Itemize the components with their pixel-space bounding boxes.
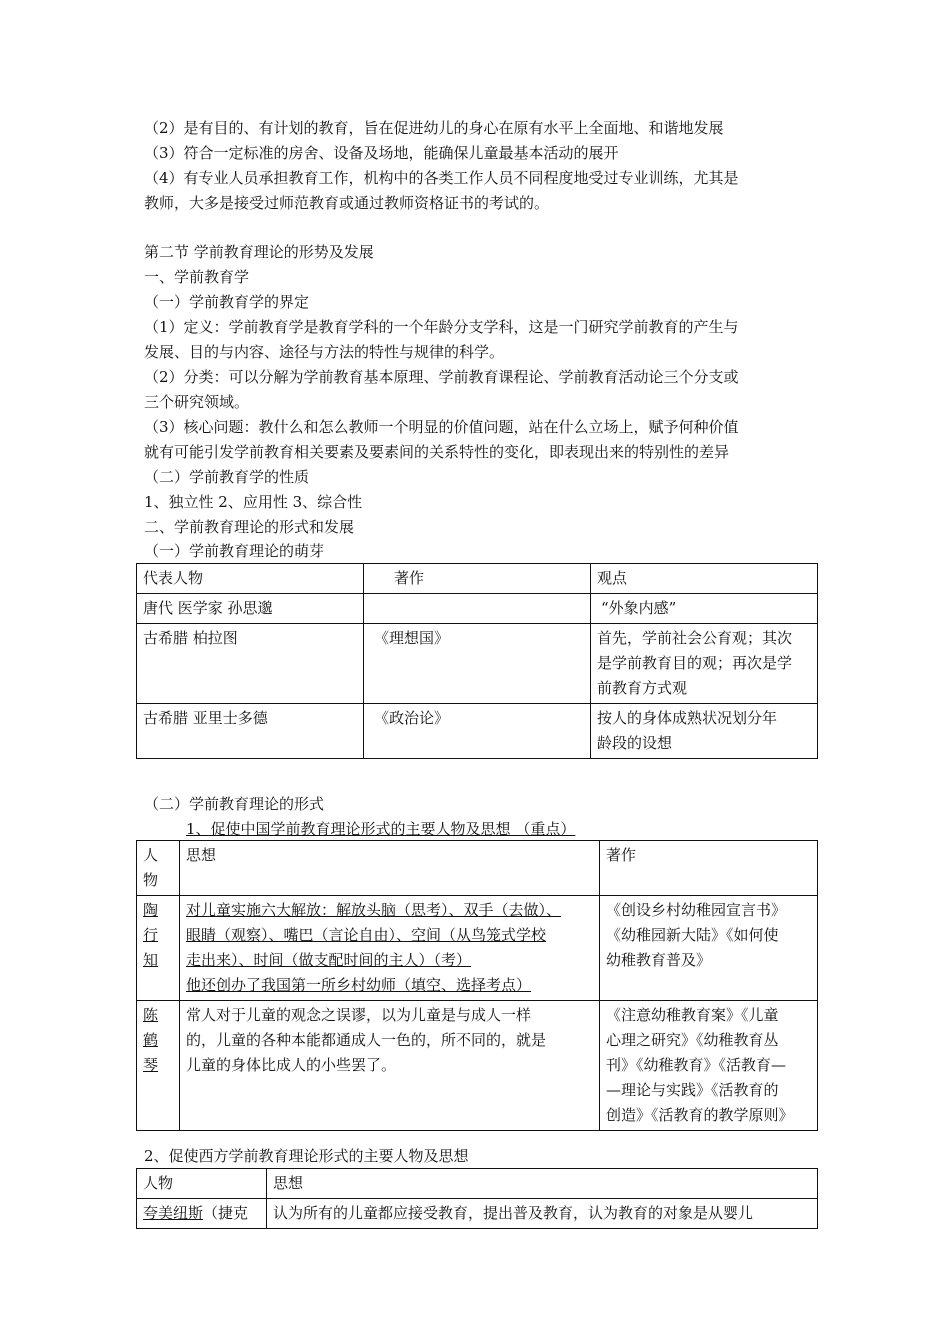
table-row [137, 704, 818, 759]
heading-level2: （二）学前教育理论的形式 [144, 795, 325, 813]
origin-table [136, 563, 818, 759]
table-header-row [137, 564, 818, 594]
work-cell: 《政治论》 [364, 704, 591, 759]
paragraph-line: （2）是有目的、有计划的教育，旨在促进幼儿的身心在原有水平上全面地、和谐地发展 [144, 119, 724, 137]
person-cell: 古希腊 亚里士多德 [137, 704, 364, 759]
table-header-row [137, 1169, 818, 1199]
classification-line: 三个研究领域。 [144, 393, 250, 411]
nature-list: 1、独立性 2、应用性 3、综合性 [144, 493, 363, 511]
heading-level1: 二、学前教育理论的形式和发展 [144, 518, 355, 536]
idea-cell: 对儿童实施六大解放：解放头脑（思考）、双手（去做）、 眼睛（观察）、嘴巴（言论自由）、空间（从鸟笼式学校 走出来）、时间（做支配时间的主人）（考） 他还创办了我国第一所乡村幼师（填空、选择考点） [180, 896, 600, 1001]
definition-line: （1）定义：学前教育学是教育学科的一个年龄分支学科，这是一门研究学前教育的产生与 [144, 318, 739, 336]
classification-line: （2）分类：可以分解为学前教育基本原理、学前教育课程论、学前教育活动论三个分支或 [144, 368, 739, 386]
heading-level1: 一、学前教育学 [144, 268, 250, 286]
table-row [137, 1199, 818, 1229]
table-title: 1、促使中国学前教育理论形式的主要人物及思想 （重点） [186, 820, 576, 838]
view-cell: 按人的身体成熟状况划分年 龄段的设想 [591, 704, 818, 759]
table-row [137, 594, 818, 624]
works-cell: 《创设乡村幼稚园宣言书》 《幼稚园新大陆》《如何使 幼稚教育普及》 [600, 896, 818, 1001]
heading-level2: （一）学前教育理论的萌芽 [144, 542, 325, 560]
core-question-line: 就有可能引发学前教育相关要素及要素间的关系特性的变化，即表现出来的特别性的差异 [144, 443, 730, 461]
table-row [137, 624, 818, 704]
header-cell: 著作 [600, 841, 818, 896]
table-title: 2、促使西方学前教育理论形式的主要人物及思想 [144, 1147, 469, 1165]
view-cell: “外象内感” [591, 594, 818, 624]
heading-level2: （二）学前教育学的性质 [144, 468, 310, 486]
work-cell: 《理想国》 [364, 624, 591, 704]
paragraph-line: （4）有专业人员承担教育工作，机构中的各类工作人员不同程度地受过专业训练，尤其是 [144, 169, 739, 187]
person-note: （捷克 [203, 1204, 249, 1222]
table-row [137, 1001, 818, 1131]
person-name-link[interactable]: 夸美纽斯 [143, 1204, 204, 1222]
header-cell: 思想 [267, 1169, 818, 1199]
header-cell: 著作 [364, 564, 591, 594]
works-cell: 《注意幼稚教育案》《儿童 心理之研究》《幼稚教育丛 刊》《幼稚教育》《活教育— —理论与实践》《活教育的 创造》《活教育的教学原则》 [600, 1001, 818, 1131]
idea-cell: 常人对于儿童的观念之误谬，以为儿童是与成人一样 的，儿童的各种本能都通成人一色的，所不同的，就是 儿童的身体比成人的小些罢了。 [180, 1001, 600, 1131]
header-cell: 思想 [180, 841, 600, 896]
header-cell: 代表人物 [137, 564, 364, 594]
person-cell[interactable]: 陶 行 知 [137, 896, 180, 1001]
paragraph-line: 教师，大多是接受过师范教育或通过教师资格证书的考试的。 [144, 194, 550, 212]
header-cell: 人 物 [137, 841, 180, 896]
west-figures-table [136, 1168, 818, 1229]
heading-level2: （一）学前教育学的界定 [144, 293, 310, 311]
paragraph-line: （3）符合一定标准的房舍、设备及场地，能确保儿童最基本活动的展开 [144, 144, 619, 162]
person-cell [137, 1199, 267, 1229]
definition-line: 发展、目的与内容、途径与方法的特性与规律的科学。 [144, 343, 505, 361]
header-cell: 观点 [591, 564, 818, 594]
work-cell [364, 594, 591, 624]
header-cell: 人物 [137, 1169, 267, 1199]
core-question-line: （3）核心问题：教什么和怎么教师一个明显的价值问题，站在什么立场上，赋予何种价值 [144, 418, 739, 436]
person-cell[interactable]: 陈 鹤 琴 [137, 1001, 180, 1131]
section-title: 第二节 学前教育理论的形势及发展 [144, 243, 374, 261]
table-row [137, 896, 818, 1001]
person-cell: 古希腊 柏拉图 [137, 624, 364, 704]
person-cell: 唐代 医学家 孙思邈 [137, 594, 364, 624]
table-header-row [137, 841, 818, 896]
idea-cell: 认为所有的儿童都应接受教育，提出普及教育，认为教育的对象是从婴儿 [267, 1199, 818, 1229]
view-cell: 首先，学前社会公育观；其次 是学前教育目的观；再次是学 前教育方式观 [591, 624, 818, 704]
china-figures-table [136, 840, 818, 1131]
